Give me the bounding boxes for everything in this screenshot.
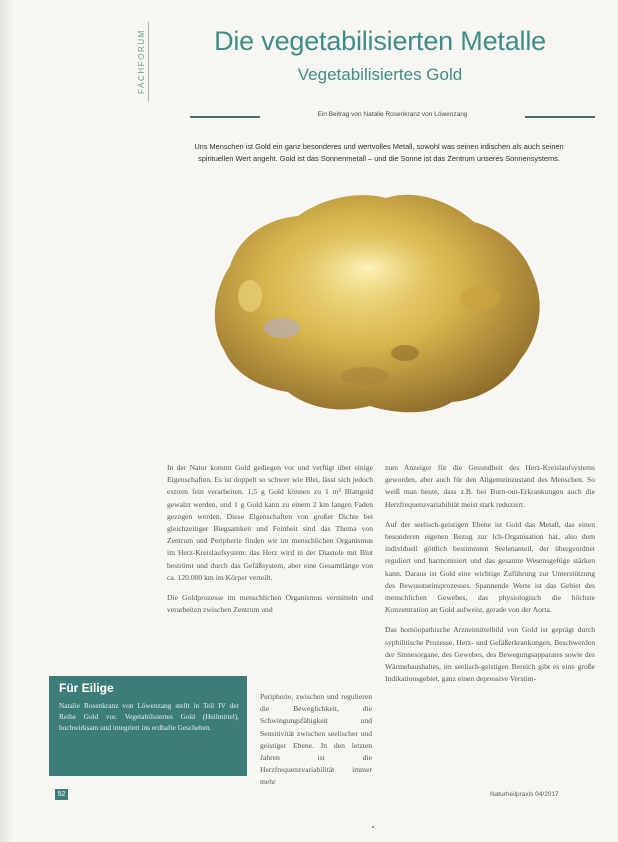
article-subtitle: Vegetabilisiertes Gold [297,65,463,84]
scan-speck [372,826,374,828]
column2-paragraph-1: zum Anzeiger für die Gesundheit des Herz-Kreislaufsystems geworden, aber auch für den Allgemeinzustand des Menschen. So weiß man heute, dass z.B. bei Burn-out-Erkrankungen auch die Herzfrequenzvariabilität meist stark reduziert. [385,463,595,509]
byline: Ein Beitrag von Natalie Rosenkranz von Löwenzang [317,111,468,118]
byline-rule-right [525,116,595,118]
summary-box-title: Für Eilige [59,681,114,695]
column1-paragraph-2-continued: Peripherie, zwischen und regulieren die Beweglichkeit, die Schwingungsfähigkeit und Sensitivität zwischen seelischer und geistiger Ebene. In den letzten Jahren ist die Herzfrequenzvariabilität immer mehr [260,692,372,787]
article-intro: Uns Menschen ist Gold ein ganz besonderes und wertvolles Metall, sowohl was seinen irdischen als auch seinen spirituellen Wert angeht. Gold ist das Sonnenmetall – und die Sonne ist das Zentrum unseres Sonnensystems. [194,142,564,163]
column2-paragraph-2: Auf der seelisch-geistigen Ebene ist Gold das Metall, das einen besonderen eigenen Bezug zur Ich-Organisation hat, also dem individuell göttlich bestimmten Seelenanteil, der übergeordnet reguliert und harmonisiert und das gesamte Wesensgefüge stärken kann. Daraus ist Gold eine wichtige Zuführung zur Unterstützung des Bewusstseinsprozesses. Spannende Werte ist das Gebiet des menschlichen Gewebes, das physiologisch die höchste Konzentration an Gold aufweist, gerade von der Aorta. [385,519,595,615]
mineral-inclusion [264,318,300,338]
summary-box-text: Natalie Rosenkranz von Löwenzang stellt in Teil IV der Reihe Gold vor. Vegetabilisiertes Gold (Heilmittel), hochwirksam und integriert ins erdhafte Geschehen. [59,701,239,732]
section-label: FACHFORUM [137,28,146,94]
column1-paragraph-2-start: Die Goldprozesse im menschlichen Organismus vermitteln und verarbeiten zwischen Zentrum und [167,593,373,615]
gold-nugget-image [190,178,552,423]
nugget-shadow-detail [391,345,419,361]
article-title: Die vegetabilisierten Metalle [214,26,546,56]
byline-rule-left [190,116,260,118]
article-column-left [167,462,373,624]
article-column-left-continued [260,691,372,797]
nugget-lower-ridge [341,367,389,385]
article-column-right [385,462,595,693]
column1-paragraph-1: In der Natur kommt Gold gediegen vor und verfügt über einige Eigenschaften. Es ist doppelt so schwer wie Blei, lässt sich jedoch extrem fein verarbeiten. 1,5 g Gold können zu 1 m² Blattgold gewalzt werden, und 1 g Gold kann zu einem 2 km langen Faden gezogen werden. Diese Eigenschaften von großer Dichte bei gleichzeitiger Biegsamkeit und Feinheit sind das Thema von Zentrum und Peripherie finden wir im menschlichen Organismus im Herz-Kreislaufsystem: das Herz wird in der Diastole mit Blut beströmt und durch das Gefäßsystem, aber eine Gesamtlänge von ca. 120.000 km im Körper verteilt. [167,463,373,582]
footer-publication: Naturheilpraxis 04/2017 [490,791,559,798]
page-number: 52 [55,789,68,800]
section-divider [148,22,149,102]
nugget-lobe [460,286,500,310]
nugget-left-lobe [238,280,262,312]
column2-paragraph-3: Das homöopathische Arzneimittelbild von Gold ist geprägt durch syphilitische Prozesse, Herz- und Gefäßerkrankungen, Beschwerden der Sinnesorgane, des Gewebes, des Bewegungsapparates sowie des Wärmehaushaltes, im seelisch-geistigen Bereich gibt es eine große Indikationsgebiet, ganz einen depressive Verstim- [385,625,595,684]
summary-box [49,676,247,776]
page-edge-shadow [0,0,14,842]
byline-row [190,111,595,123]
